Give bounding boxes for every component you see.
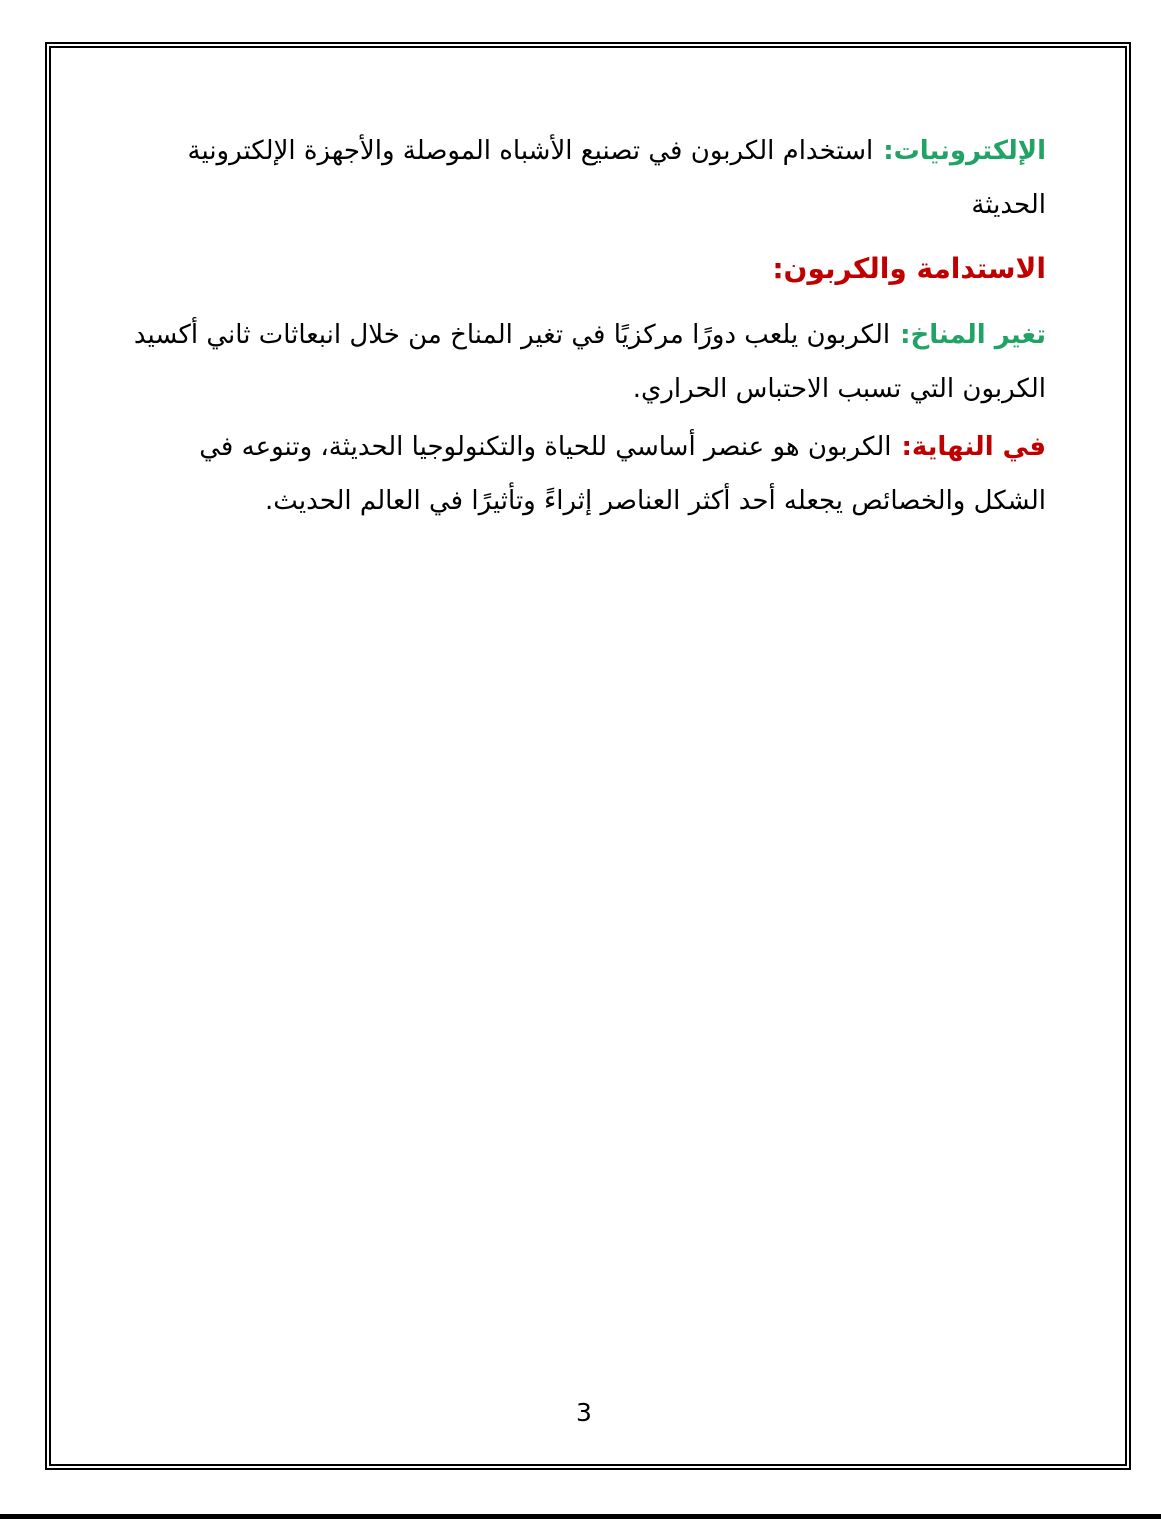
paragraph-climate — [122, 308, 1046, 416]
climate-text: الكربون يلعب دورًا مركزيًا في تغير المناخ من خلال انبعاثات ثاني أكسيد الكربون التي تسبب الاحتباس الحراري. — [133, 320, 1046, 404]
electronics-text: استخدام الكربون في تصنيع الأشباه الموصلة والأجهزة الإلكترونية الحديثة — [187, 136, 1046, 220]
conclusion-label: في النهاية: — [901, 432, 1046, 462]
page-border — [45, 42, 1131, 1470]
page-content — [51, 48, 1125, 528]
paragraph-conclusion — [122, 420, 1046, 528]
heading-sustainability: الاستدامة والكربون: — [772, 252, 1046, 285]
climate-label: تغير المناخ: — [900, 320, 1046, 350]
electronics-label: الإلكترونيات: — [883, 136, 1046, 166]
page-number: 3 — [576, 1398, 592, 1427]
paragraph-electronics — [122, 124, 1046, 232]
page-bottom-rule — [0, 1514, 1161, 1519]
conclusion-text: الكربون هو عنصر أساسي للحياة والتكنولوجيا الحديثة، وتنوعه في الشكل والخصائص يجعله أحد أكثر العناصر إثراءً وتأثيرًا في العالم الحديث. — [199, 432, 1046, 516]
